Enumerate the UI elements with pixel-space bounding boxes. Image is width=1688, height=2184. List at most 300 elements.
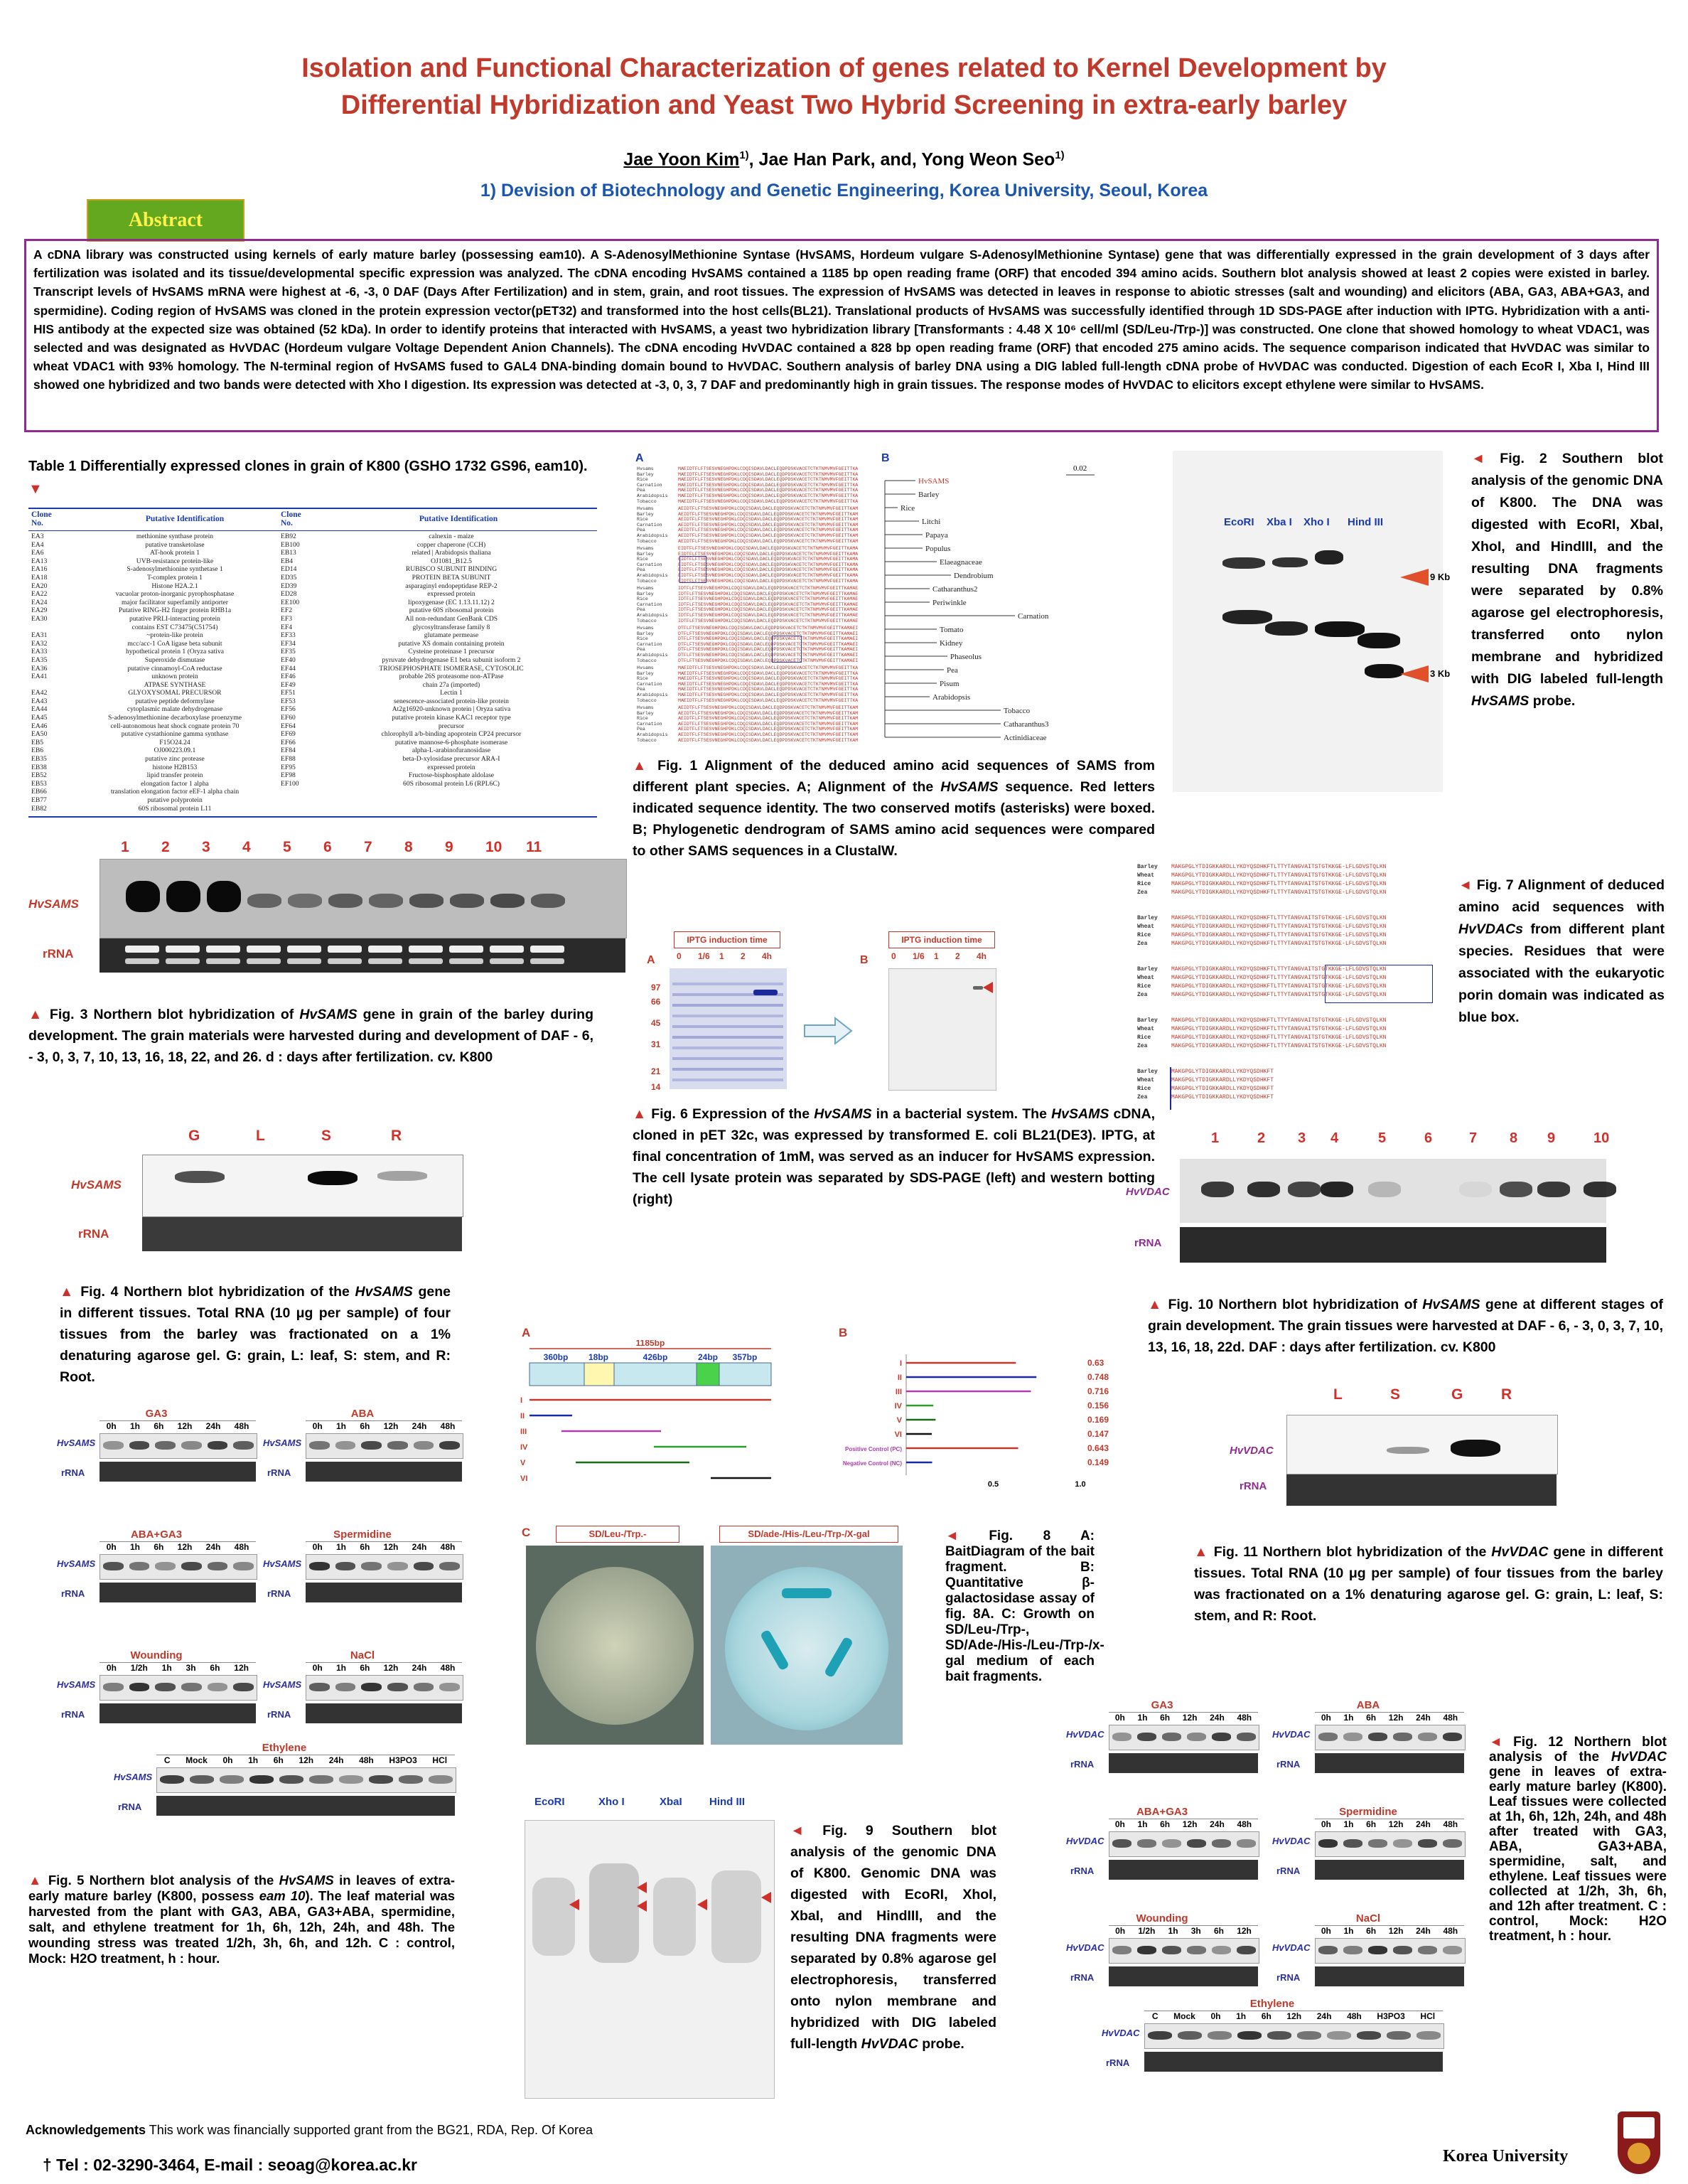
stress-tick: 6h: [360, 1663, 370, 1673]
fig3-rrna-band: [125, 946, 159, 953]
fig7-seq-row: MAKGPGLYTDIGKKARDLLYKDYQSDHKFTLTTYTANGVAITSTGTKKGE-LFLGDVSTQLKN: [1171, 881, 1387, 887]
fig1-seq-row: DTFLFTSESVNEGHPDKLCDQISDAVLDACLEQDPDSKVACETCTKTNMVMVFGEITTKAMAEI: [678, 658, 859, 663]
authors-rest-sup: 1): [1055, 149, 1065, 161]
stress-band: [399, 1775, 423, 1784]
fig8-fragment-label: III: [520, 1428, 527, 1436]
university-name: Korea University: [1443, 2147, 1569, 2166]
fig2-marker-9kb: 9 Kb: [1430, 572, 1451, 582]
stress-rrna-strip: [100, 1462, 256, 1482]
fig7-species-name: Wheat: [1137, 1026, 1155, 1032]
contact-info: † Tel : 02-3290-3464, E-mail : seoag@korea.ac.kr: [43, 2156, 418, 2174]
fig1-seq-name: Rice: [637, 517, 648, 523]
fig1-seq-row: EIDTFLFTSESVNEGHPDKLCDQISDAVLDACLEQDPDSKVACETCTKTNMVMVFGEITTKAMA: [678, 567, 859, 573]
stress-tick: 12h: [1286, 2011, 1302, 2021]
table1-col-putative-left: Putative Identification: [145, 515, 225, 523]
table1-cell-clone: EF84: [281, 747, 296, 755]
fig10-lane-number: 7: [1469, 1130, 1478, 1146]
fig6-caption: ▲ Fig. 6 Expression of the HvSAMS in a bacterial system. The HvSAMS cDNA, cloned in pET 32c, was expressed by transformed E. coli BL21(DE3). IPTG, at final concentration of 1mM, was served as an inducer for HvSAMS expression. The cell lysate protein was separated by SDS-PAGE (left) and western botting (right): [633, 1106, 1155, 1207]
fig6-marker: 21: [651, 1066, 661, 1076]
fig7-species-name: Barley: [1137, 966, 1158, 973]
stress-rrna-label: rRNA: [267, 1467, 291, 1478]
band-marker-icon: [635, 1900, 647, 1912]
fig2-enzyme-label: Xho I: [1303, 516, 1330, 528]
table1-cell-id: GLYOXYSOMAL PRECURSOR: [128, 690, 222, 697]
fig10-lane-number: 9: [1547, 1130, 1556, 1146]
stress-tick: C: [163, 1755, 171, 1765]
fig7-seq-row: MAKGPGLYTDIGKKARDLLYKDYQSDHKFTLTTYTANGVAITSTGTKKGE-LFLGDVSTQLKN: [1171, 864, 1387, 870]
table1-cell-clone: EA6: [31, 550, 44, 557]
fig8-bar-label: V: [896, 1416, 902, 1425]
stress-tick: 6h: [1261, 2011, 1272, 2021]
table1-cell-clone: ED28: [281, 591, 297, 599]
fig6-marker: 66: [651, 997, 661, 1007]
fig8-fragment-label: VI: [520, 1474, 528, 1483]
fig1-seq-row: AEIDTFLFTSESVNEGHPDKLCDQISDAVLDACLEQDPDSKVACETCTKTNMVMVFGEITTKAM: [678, 533, 859, 538]
stress-band: [439, 1562, 460, 1570]
table1-cell-id: putative mannose-6-phosphate isomerase: [394, 739, 508, 746]
fig1-seq-name: Barley: [637, 511, 654, 517]
stress-band: [1112, 1839, 1131, 1848]
fig1-motif-box: [772, 636, 802, 663]
table1-cell-clone: EF64: [281, 722, 296, 730]
stress-tick: HCl: [1420, 2011, 1436, 2021]
stress-tick: 1h: [248, 1755, 259, 1765]
stress-band: [1318, 1946, 1338, 1954]
table1-cell-clone: EA43: [31, 697, 48, 705]
fig1-seq-name: Carnation: [637, 601, 662, 607]
table1-cell-clone: EF46: [281, 673, 296, 681]
stress-panel-title: ABA: [1356, 1699, 1380, 1711]
stress-panel-title: Ethylene: [1249, 1998, 1295, 2010]
fig10-band: [1201, 1182, 1234, 1197]
stress-tick: 12h: [1388, 1713, 1404, 1723]
table1-left-ids: [68, 533, 281, 813]
fig1-seq-name: Rice: [637, 716, 648, 722]
fig6-gel-band: [672, 1015, 783, 1017]
arrow-right-icon: [803, 1017, 853, 1045]
table1-cell-id: contains EST C73475(C51754): [131, 623, 218, 631]
fig1-seq-name: Rice: [637, 596, 648, 602]
fig10-band: [1288, 1182, 1321, 1197]
fig3-lane-number: 4: [242, 839, 251, 855]
table1-cell-id: cell-autonomous heat shock cognate protein 70: [110, 722, 240, 730]
stress-tick: 48h: [440, 1663, 456, 1673]
stress-panel-ticks: [100, 1541, 256, 1553]
stress-tick: 0h: [1210, 2011, 1221, 2021]
stress-band: [1416, 2031, 1441, 2040]
fig6-tick: 1: [719, 951, 724, 961]
fig1-tree-label: Actinidiaceae: [1004, 734, 1047, 742]
stress-band: [208, 1683, 228, 1691]
fig3-lane-number: 1: [121, 839, 129, 855]
table1-cell-clone: EA45: [31, 714, 48, 722]
fig8-segment-label: 18bp: [588, 1352, 609, 1362]
table1-cell-clone: EA4: [31, 541, 44, 549]
stress-tick: 3h: [186, 1663, 196, 1673]
stress-band: [361, 1683, 382, 1691]
table1-cell-clone: EB92: [281, 533, 296, 540]
fig12-caption: ◄ Fig. 12 Northern blot analysis of the HvVDAC gene in leaves of extra-early mature barley (K800). Leaf tissues were collected at 1h, 6h, 12h, 24h, and 48h after treated with GA3, ABA, GA3+ABA, spermidine, salt, and ethylene. Leaf tissues were collected at 1/2h, 3h, 6h, and 12h after treatment. C : control, Mock: H2O treatment, h : hour.: [1489, 1735, 1667, 1944]
table1-cell-clone: EF51: [281, 690, 296, 697]
stress-rrna-label: rRNA: [267, 1709, 291, 1720]
fig7-seq-row: MAKGPGLYTDIGKKARDLLYKDYQSDHKFTLTTYTANGVAITSTGTKKGE-LFLGDVSTQLKN: [1171, 872, 1387, 879]
table1-cell-clone: EB53: [31, 780, 47, 788]
fig8-axis-tick: 0.5: [987, 1480, 999, 1489]
fig1-panel-a: A: [635, 452, 644, 464]
fig1-seq-name: Hvsams: [637, 586, 654, 591]
stress-rrna-strip: [1315, 1966, 1464, 1986]
fig11-gene-label: HvVDAC: [1230, 1445, 1274, 1457]
fig3-lane-number: 10: [485, 839, 502, 855]
fig1-seq-row: DTFLFTSESVNEGHPDKLCDQISDAVLDACLEQDPDSKVACETCTKTNMVMVFGEITTKAMAEI: [678, 636, 859, 642]
table1-cell-id: unknown protein: [151, 673, 198, 681]
fig3-rrna-band: [409, 946, 443, 953]
fig9-enzyme-label: XbaI: [660, 1796, 682, 1808]
stress-tick: 0h: [106, 1421, 117, 1431]
table1-cell-id: putative 60S ribosomal protein: [409, 607, 494, 615]
stress-band: [1187, 1839, 1206, 1848]
stress-band: [155, 1562, 176, 1570]
table1-cell-id: Lectin 1: [440, 690, 463, 697]
stress-tick: 12h: [1388, 1926, 1404, 1936]
stress-band: [129, 1562, 150, 1570]
fig1-seq-name: Arabidopsis: [637, 493, 668, 498]
table1-cell-clone: EB38: [31, 764, 47, 771]
stress-band: [1357, 2031, 1381, 2040]
table1-cell-id: S-adenosylmethionine decarboxylase proenzyme: [107, 714, 242, 722]
stress-panel-ticks: [100, 1662, 256, 1674]
fig1-seq-name: Hvsams: [637, 665, 654, 670]
table1-cell-clone: EF4: [281, 623, 292, 631]
fig1-seq-name: Tobacco: [637, 578, 657, 584]
table1-cell-id: putative XS domain containing protein: [398, 640, 505, 648]
fig8-segment-label: 357bp: [732, 1352, 758, 1362]
table1-cell-id: glycosyltransferase family 8: [412, 623, 490, 631]
fig1-motif-box: [679, 556, 706, 583]
fig1-seq-name: Pea: [637, 488, 645, 493]
fig10-lane-number: 5: [1378, 1130, 1387, 1146]
fig12: [1052, 1699, 1493, 2097]
table1-cell-clone: EF40: [281, 656, 296, 664]
stress-band: [335, 1562, 356, 1570]
stress-panel-title: GA3: [145, 1408, 168, 1420]
fig1-seq-name: Arabidopsis: [637, 653, 668, 658]
stress-tick: 24h: [1416, 1713, 1431, 1723]
authors-rest: , Jae Han Park, and, Yong Weon Seo: [748, 149, 1055, 170]
table1-cell-id: ATPASE SYNTHASE: [144, 681, 206, 689]
stress-tick: 0h: [1321, 1713, 1331, 1723]
band-marker-icon: [760, 1892, 771, 1903]
fig1-seq-row: AEIDTFLFTSESVNEGHPDKLCDQISDAVLDACLEQDPDSKVACETCTKTNMVMVFGEITTKAM: [678, 727, 859, 732]
fig11-rrna-strip: [1286, 1474, 1557, 1506]
stress-band: [1137, 1733, 1156, 1741]
fig6-gel-band: [672, 1057, 783, 1060]
stress-panel-ticks: [1315, 1819, 1464, 1831]
table1-cell-id: elongation factor 1 alpha: [141, 780, 209, 788]
fig1-scale-label: 0.02: [1073, 464, 1087, 473]
stress-rrna-strip: [1315, 1860, 1464, 1880]
fig8-bar-label: II: [897, 1374, 902, 1382]
fig3-rrna-label: rRNA: [43, 947, 74, 960]
stress-band: [1112, 1946, 1131, 1954]
fig8-segment-label: 426bp: [643, 1352, 668, 1362]
fig1-seq-name: Tobacco: [637, 697, 657, 703]
fig2-enzyme-label: Hind III: [1348, 516, 1383, 528]
stress-band: [309, 1775, 333, 1784]
author-main-sup: 1): [739, 149, 749, 161]
fig8-bar-label: III: [895, 1388, 902, 1396]
stress-band: [369, 1775, 393, 1784]
fig4-lane-label: R: [391, 1128, 402, 1144]
fig1-seq-name: Arabidopsis: [637, 613, 668, 618]
stress-gene-label: HvSAMS: [263, 1679, 302, 1690]
fig1-seq-name: Barley: [637, 471, 654, 477]
fig1: [633, 448, 1173, 746]
fig1-tree-label: Dendrobium: [954, 572, 994, 580]
stress-panel-title: ABA: [350, 1408, 375, 1420]
stress-tick: 6h: [154, 1542, 164, 1552]
table1-cell-id: chain 27a (imported): [422, 681, 480, 689]
table1-cell-id: glutamate permease: [424, 632, 479, 640]
fig1-seq-row: MAEIDTFLFTSESVNEGHPDKLCDQISDAVLDACLEQDPDSKVACETCTKTNMVMVFGEITTKA: [678, 477, 859, 483]
fig3-rrna-band: [368, 946, 402, 953]
fig1-seq-row: IDTFLFTSESVNEGHPDKLCDQISDAVLDACLEQDPDSKVACETCTKTNMVMVFGEITTKAMAE: [678, 586, 859, 591]
stress-band: [387, 1441, 408, 1450]
stress-band: [439, 1441, 460, 1450]
table1-cell-id: UVB-resistance protein-like: [136, 557, 214, 565]
fig8-bar-label: Negative Control (NC): [842, 1460, 902, 1467]
stress-tick: C: [1151, 2011, 1159, 2021]
table1-cell-id: 60S ribosomal protein L11: [138, 805, 212, 813]
table1-cell-clone: EA41: [31, 673, 48, 681]
stress-rrna-label: rRNA: [1070, 1972, 1095, 1983]
fig9-blot: [525, 1820, 775, 2099]
fig4-lane-label: L: [256, 1128, 265, 1144]
fig7-seq-row: MAKGPGLYTDIGKKARDLLYKDYQSDHKFT: [1171, 1094, 1274, 1101]
fig1-seq-name: Arabidopsis: [637, 732, 668, 737]
fig6-tick: 4h: [977, 951, 987, 961]
stress-tick: 24h: [412, 1542, 427, 1552]
fig8-axis-tick: 1.0: [1075, 1480, 1086, 1489]
table1-cell-id: calnexin - maize: [429, 533, 474, 540]
fig1-seq-name: Tobacco: [637, 658, 657, 663]
table1-cell-id: mcc/acc-1 CoA ligase beta subunit: [127, 640, 222, 648]
stress-panel-ticks: [306, 1541, 462, 1553]
fig1-seq-row: MAEIDTFLFTSESVNEGHPDKLCDQISDAVLDACLEQDPDSKVACETCTKTNMVMVFGEITTKA: [678, 488, 859, 493]
table1-cell-clone: EA13: [31, 557, 48, 565]
fig8-bar-value: 0.169: [1087, 1415, 1109, 1425]
stress-tick: 48h: [1443, 1713, 1458, 1723]
fig1-seq-row: AEIDTFLFTSESVNEGHPDKLCDQISDAVLDACLEQDPDSKVACETCTKTNMVMVFGEITTKAM: [678, 528, 859, 533]
stress-tick: 48h: [1347, 2011, 1362, 2021]
stress-band: [129, 1441, 150, 1450]
table1-cell-id: TRIOSEPHOSPHATE ISOMERASE, CYTOSOLIC: [379, 665, 524, 673]
fig8-bar-value: 0.643: [1087, 1443, 1109, 1453]
stress-band: [279, 1775, 303, 1784]
stress-tick: Mock: [1173, 2011, 1195, 2021]
fig8-segment-label: 360bp: [543, 1352, 569, 1362]
fig11-lane-label: L: [1333, 1386, 1343, 1403]
table1-cell-id: copper chaperone (CCH): [416, 541, 486, 549]
fig1-tree-label: Pisum: [940, 680, 959, 688]
fig6-gel-band: [672, 1004, 783, 1007]
table1-cell-clone: EB77: [31, 797, 47, 804]
fig7-seq-row: MAKGPGLYTDIGKKARDLLYKDYQSDHKFT: [1171, 1086, 1274, 1092]
fig6-marker: 45: [651, 1018, 661, 1028]
stress-panel-ticks: [306, 1662, 462, 1674]
stress-band: [1343, 1839, 1362, 1848]
stress-band: [1212, 1946, 1231, 1954]
fig11-blot: [1286, 1415, 1558, 1474]
stress-rrna-label: rRNA: [61, 1467, 85, 1478]
table1-cell-clone: EB66: [31, 788, 47, 796]
table1-cell-clone: EA46: [31, 722, 48, 730]
stress-band: [361, 1441, 382, 1450]
table1-cell-id: PROTEIN BETA SUBUNIT: [412, 574, 491, 582]
table1-cell-id: At2g16920-unknown protein | Oryza sativa: [392, 706, 511, 714]
stress-gene-label: HvSAMS: [57, 1679, 96, 1690]
fig7-seq-row: MAKGPGLYTDIGKKARDLLYKDYQSDHKFTLTTYTANGVAITSTGTKKGE-LFLGDVSTQLKN: [1171, 924, 1387, 930]
table1-cell-clone: ED14: [281, 566, 297, 574]
stress-tick: 12h: [1182, 1819, 1198, 1829]
fig10-gene-label: HvVDAC: [1126, 1186, 1170, 1198]
table1-cell-id: putative protein kinase KAC1 receptor type: [392, 714, 511, 722]
stress-band: [208, 1562, 228, 1570]
table1-col-clone-left: Clone No.: [31, 510, 52, 528]
fig3-rrna-band: [328, 958, 362, 964]
stress-band: [1237, 1839, 1256, 1848]
fig7-seq-row: MAKGPGLYTDIGKKARDLLYKDYQSDHKFT: [1171, 1069, 1274, 1075]
table1-cell-clone: EA20: [31, 582, 48, 590]
stress-band: [129, 1683, 150, 1691]
fig6-tick: 1: [934, 951, 939, 961]
fig2-enzyme-label: EcoRI: [1224, 516, 1254, 528]
stress-panel-title: Spermidine: [1339, 1806, 1397, 1818]
stress-panel: [57, 1649, 256, 1728]
table1-cell-id: chlorophyll a/b-binding apoprotein CP24 precursor: [381, 731, 522, 739]
stress-tick: 24h: [1316, 2011, 1332, 2021]
fig10-rrna-strip: [1180, 1227, 1606, 1263]
fig2-caption: ◄ Fig. 2 Southern blot analysis of the genomic DNA of K800. The DNA was digested with EcoRI, XbaI, XhoI, and HindIII, and the resulting DNA fragments were separated by 0.8% agarose gel electrophoresis, transferred onto nylon membrane and hybridized with DIG labeled full-length HvSAMS probe.: [1471, 451, 1663, 709]
stress-tick: 12h: [383, 1421, 399, 1431]
stress-panel-ticks: [1109, 1925, 1258, 1937]
fig3-rrna-strip: [100, 938, 625, 973]
poster-title: [0, 50, 1688, 124]
stress-band: [181, 1441, 202, 1450]
table1-cell-id: related | Arabidopsis thaliana: [412, 550, 491, 557]
fig8-caption: ◄ Fig. 8 A: BaitDiagram of the bait fragment. B: Quantitative β-galactosidase assay of fig. 8A. C: Growth on SD/Leu-/Trp-, SD/Ade-/His-/Leu-/Trp-/x-gal medium of each bait fragments.: [945, 1529, 1104, 1684]
fig1-seq-row: MAEIDTFLFTSESVNEGHPDKLCDQISDAVLDACLEQDPDSKVACETCTKTNMVMVFGEITTKA: [678, 687, 859, 692]
table1-cell-id: Cysteine proteinase 1 precursor: [408, 648, 495, 656]
stress-rrna-strip: [156, 1796, 455, 1816]
table1-cell-clone: EF35: [281, 648, 296, 656]
stress-band: [1237, 2031, 1262, 2040]
fig10-blot: [1180, 1159, 1606, 1223]
stress-band: [335, 1441, 356, 1450]
stress-band: [1343, 1733, 1362, 1741]
marker-arrow-icon: [1400, 569, 1429, 586]
stress-blot: [100, 1433, 257, 1459]
stress-rrna-label: rRNA: [1276, 1866, 1301, 1876]
fig7-seq-row: MAKGPGLYTDIGKKARDLLYKDYQSDHKFTLTTYTANGVAITSTGTKKGE-LFLGDVSTQLKN: [1171, 992, 1387, 998]
table1-cell-clone: EF34: [281, 640, 296, 648]
table1-cell-id: cytoplasmic malate dehydrogenase: [127, 706, 223, 714]
stress-gene-label: HvSAMS: [114, 1772, 153, 1782]
fig8-bar-label: Positive Control (PC): [844, 1446, 902, 1452]
fig1-tree-label: Barley: [918, 491, 940, 499]
table1-cell-id: major facilitator superfamily antiporter: [122, 599, 228, 606]
stress-band: [414, 1683, 434, 1691]
stress-band: [439, 1683, 460, 1691]
table1-cell-clone: EA31: [31, 632, 48, 640]
fig1-tree-label: Pea: [947, 666, 958, 675]
fig7-seq-row: MAKGPGLYTDIGKKARDLLYKDYQSDHKFTLTTYTANGVAITSTGTKKGE-LFLGDVSTQLKN: [1171, 889, 1387, 896]
table1-cell-clone: EB100: [281, 541, 300, 549]
table1-caption: Table 1 Differentially expressed clones in grain of K800 (GSHO 1732 GS96, eam10). ▼: [28, 459, 588, 497]
fig3-band: [288, 894, 322, 908]
stress-band: [155, 1683, 176, 1691]
stress-band: [1237, 1946, 1256, 1954]
stress-tick: 48h: [1237, 1713, 1252, 1723]
fig6-tick: 1/6: [913, 951, 925, 961]
table1-cell-clone: EA33: [31, 648, 48, 656]
fig11: [1222, 1386, 1564, 1529]
table1-cell-id: vacuolar proton-inorganic pyrophosphatase: [115, 591, 235, 599]
title-line-2: Differential Hybridization and Yeast Two Hybrid Screening in extra-early barley: [340, 90, 1348, 120]
fig3-lane-number: 3: [202, 839, 210, 855]
table1: [28, 508, 597, 818]
fig5-caption: ▲ Fig. 5 Northern blot analysis of the HvSAMS in leaves of extra-early mature barley (K800, possess eam 10). The leaf material was harvested from the plant with GA3, ABA, GA3+ABA, spermidine, salt, and ethylene treatment for 1h, 6h, 12h, 24h, and 48h. The wounding stress was treated 1/2h, 3h, 6h, and 12h. C : control, Mock: H2O treatment, h : hour.: [28, 1873, 455, 1966]
fig1-seq-row: MAEIDTFLFTSESVNEGHPDKLCDQISDAVLDACLEQDPDSKVACETCTKTNMVMVFGEITTKA: [678, 665, 859, 670]
fig1-seq-name: Tobacco: [637, 498, 657, 504]
table1-cell-id: OJ1081_B12.5: [431, 557, 472, 565]
fig7-species-name: Barley: [1137, 1069, 1158, 1075]
table1-cell-id: beta-D-xylosidase precursor ARA-I: [402, 756, 500, 764]
fig1-seq-name: Rice: [637, 477, 648, 483]
table1-cell-clone: EB6: [31, 747, 44, 755]
fig7-species-name: Zea: [1137, 992, 1148, 998]
table1-cell-id: probable 26S proteasome non-ATPase: [399, 673, 504, 681]
stress-panel-ticks: [1315, 1712, 1464, 1724]
table1-cell-clone: EF88: [281, 756, 296, 764]
fig7-seq-row: MAKGPGLYTDIGKKARDLLYKDYQSDHKFTLTTYTANGVAITSTGTKKGE-LFLGDVSTQLKN: [1171, 1034, 1387, 1041]
stress-tick: 48h: [359, 1755, 374, 1765]
stress-blot: [306, 1675, 463, 1701]
fig7-seq-row: MAKGPGLYTDIGKKARDLLYKDYQSDHKFTLTTYTANGVAITSTGTKKGE-LFLGDVSTQLKN: [1171, 941, 1387, 947]
fig6-gel-band: [672, 1025, 783, 1028]
stress-panel-ticks: [1109, 1712, 1258, 1724]
stress-tick: 1/2h: [130, 1663, 148, 1673]
fig3-rrna-band: [206, 946, 240, 953]
stress-rrna-strip: [1109, 1860, 1258, 1880]
table1-cell-id: Fructose-bisphosphate aldolase: [408, 772, 495, 780]
fig1-seq-row: IDTFLFTSESVNEGHPDKLCDQISDAVLDACLEQDPDSKVACETCTKTNMVMVFGEITTKAMAE: [678, 607, 859, 613]
fig1-seq-row: EIDTFLFTSESVNEGHPDKLCDQISDAVLDACLEQDPDSKVACETCTKTNMVMVFGEITTKAMA: [678, 551, 859, 557]
acknowledgements: Acknowledgements This work was financially supported grant from the BG21, RDA, Rep. Of Korea: [26, 2123, 593, 2137]
fig10-lane-number: 8: [1510, 1130, 1518, 1146]
fig1-seq-name: Arabidopsis: [637, 692, 668, 697]
stress-rrna-label: rRNA: [61, 1709, 85, 1720]
fig1-seq-name: Barley: [637, 631, 654, 636]
stress-rrna-label: rRNA: [1276, 1972, 1301, 1983]
stress-tick: 0h: [1114, 1713, 1125, 1723]
fig4-gene-label: HvSAMS: [71, 1178, 122, 1192]
table1-cell-id: AT-hook protein 1: [150, 550, 200, 557]
fig8-bar-label: I: [899, 1359, 902, 1368]
stress-tick: 48h: [1443, 1819, 1458, 1829]
table1-cell-clone: EA35: [31, 656, 48, 664]
stress-band: [387, 1683, 408, 1691]
